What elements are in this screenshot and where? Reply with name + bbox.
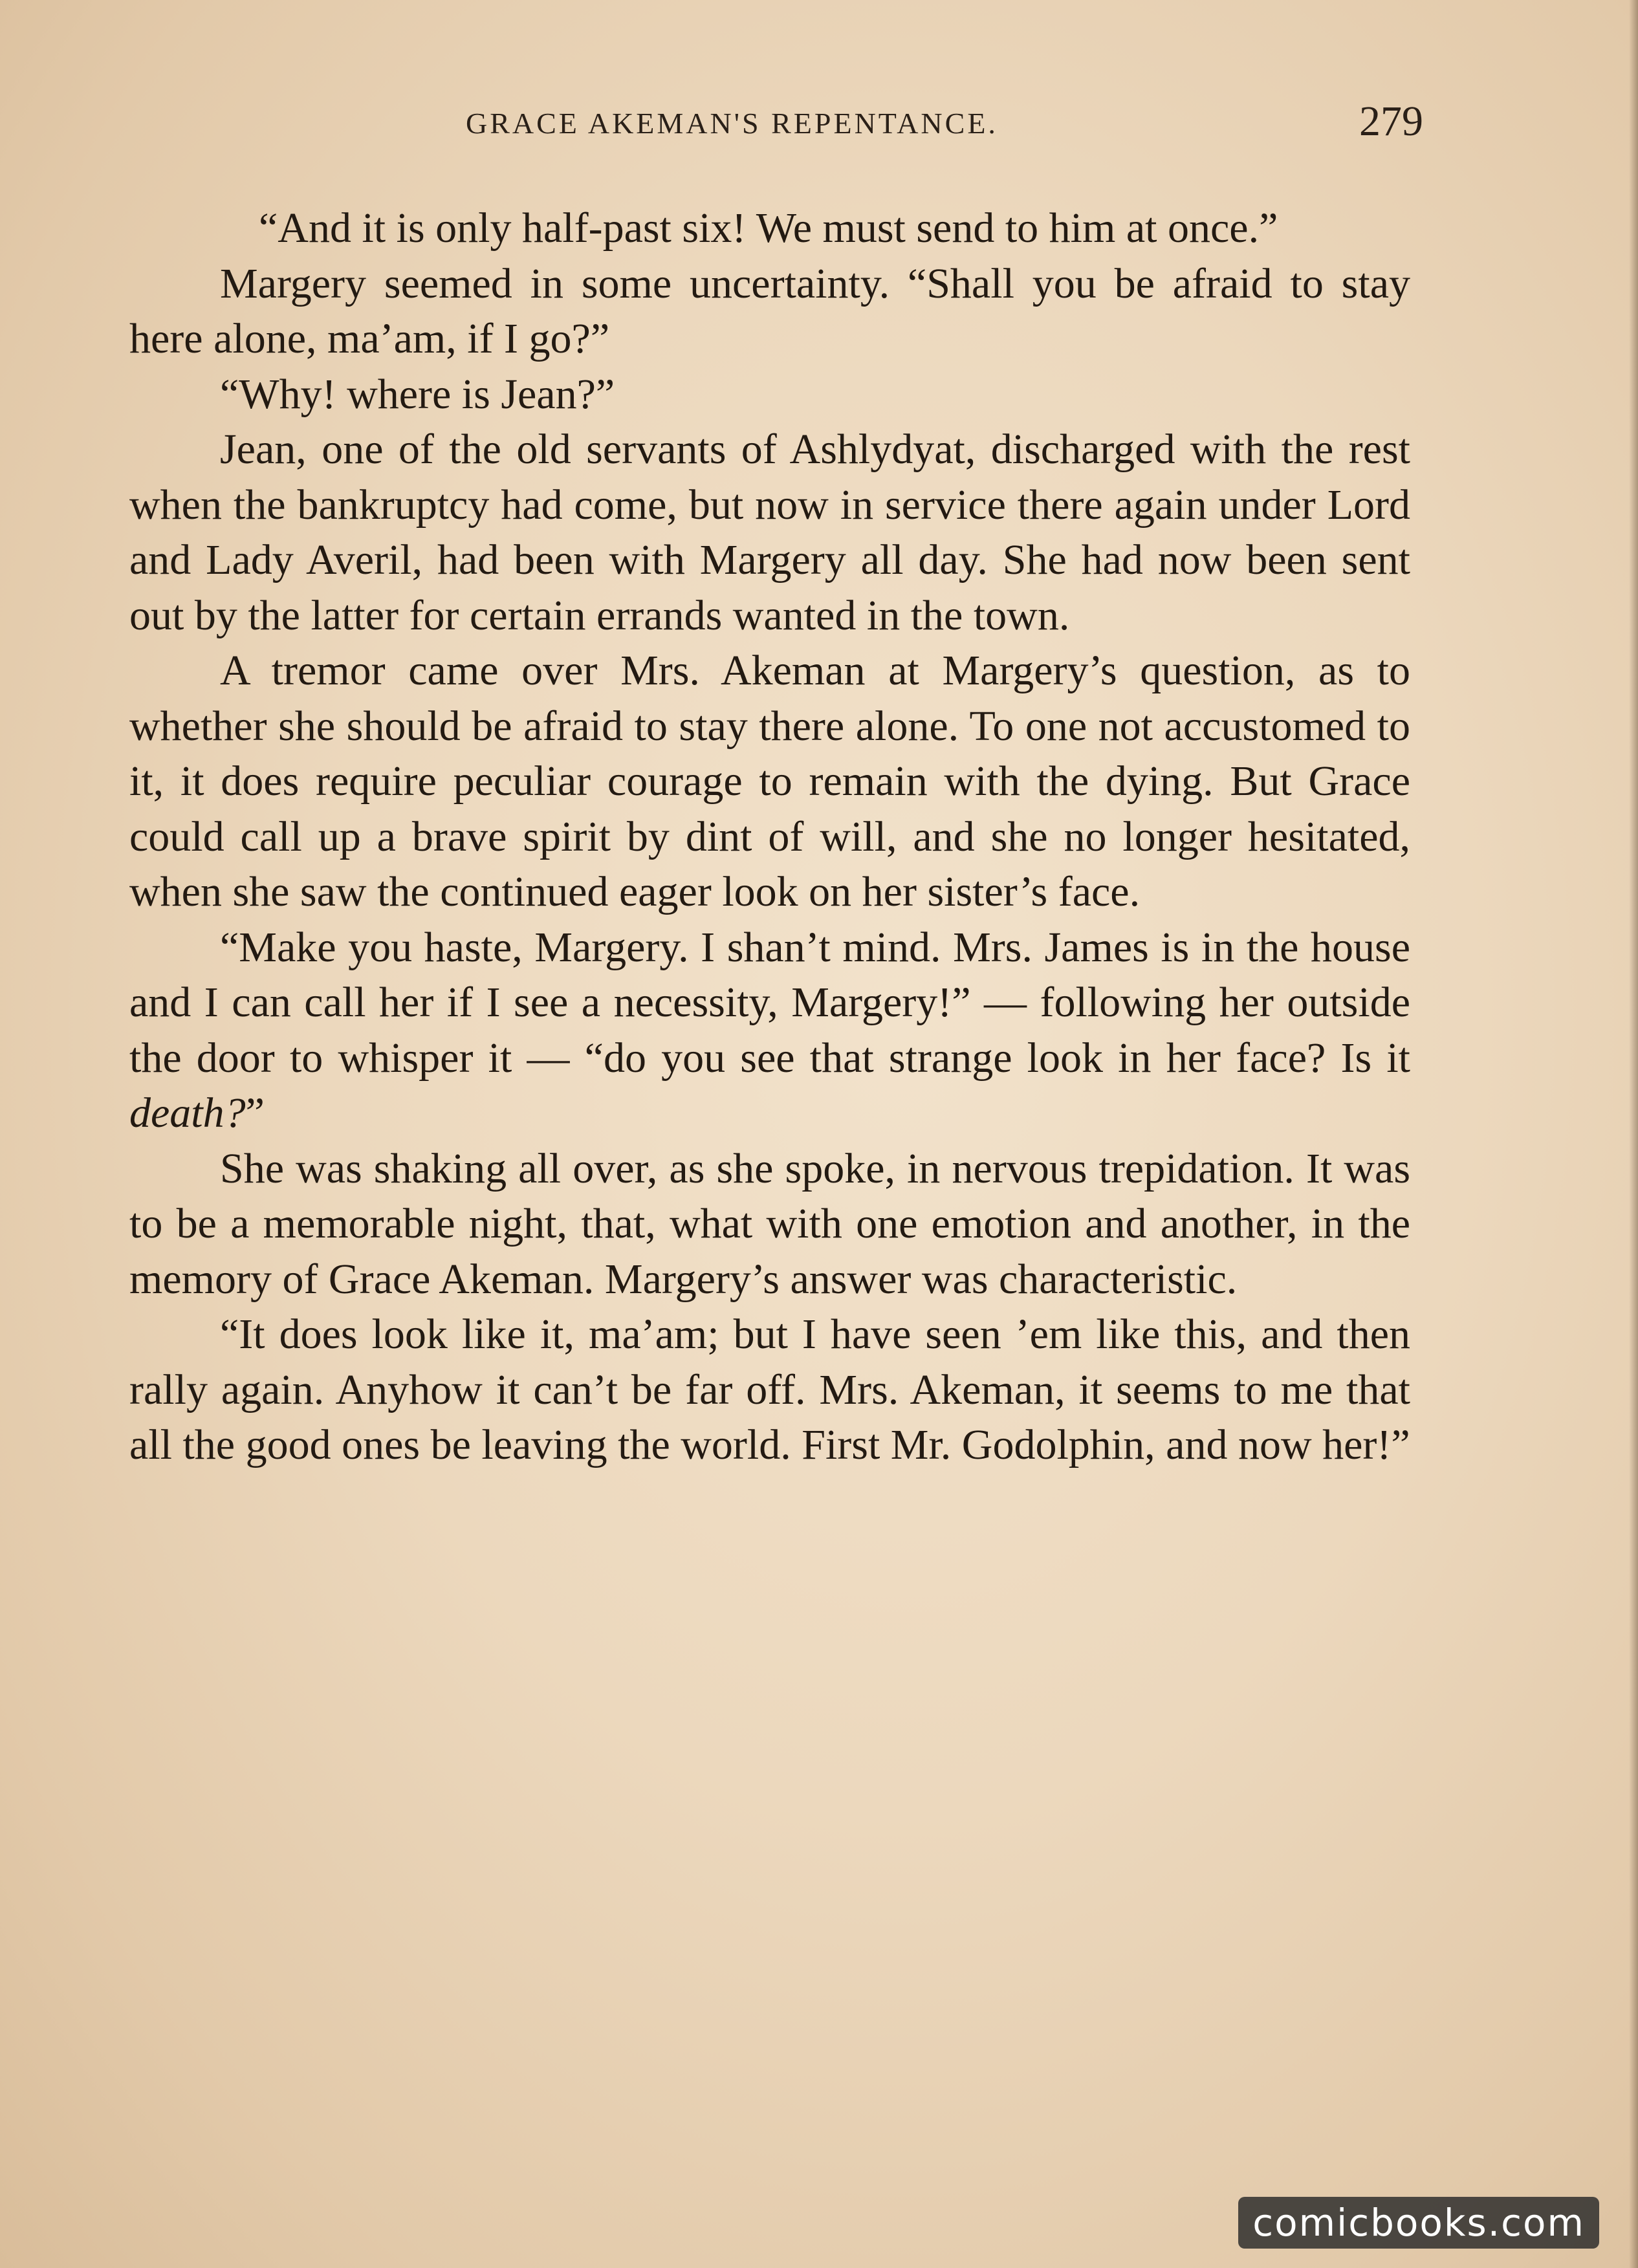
paragraph: She was shaking all over, as she spoke, in nervous trepidation. It was to be a memorable night, that, what with one emotion and another, in the memory of Grace Akeman. Margery’s answer was characteristic. — [129, 1144, 1410, 1303]
paragraph: A tremor came over Mrs. Akeman at Margery’s question, as to whether she should be afraid to stay there alone. To one not accustomed to it, it does require peculiar courage to remain with the dying. But Grace could call up a brave spirit by dint of will, and she no longer hesitated, when she saw the continued eager look on her sister’s face. — [129, 647, 1410, 915]
paragraph: “And it is only half-past six! We must send to him at once.” — [259, 204, 1278, 252]
page-header — [466, 97, 1423, 149]
body-text — [129, 201, 1410, 1473]
italic-emphasis: death? — [129, 1089, 246, 1137]
paragraph: Margery seemed in some uncertainty. “Shall you be afraid to stay here alone, ma’am, if I go?” — [129, 259, 1410, 362]
paragraph: “Why! where is Jean?” — [220, 370, 615, 418]
paragraph-text: “Make you haste, Margery. I shan’t mind. Mrs. James is in the house and I can call her if I see a necessity, Margery!” — following her outside the door to whisper it — “do you see that strange look in her face? Is it — [129, 923, 1410, 1082]
closing-quote: ” — [245, 1089, 265, 1137]
running-head: GRACE AKEMAN'S REPENTANCE. — [466, 107, 998, 140]
paragraph — [129, 920, 1410, 1141]
paragraph: “It does look like it, ma’am; but I have seen ’em like this, and then rally again. Anyhow it can’t be far off. Mrs. Akeman, it seems to me that all the good ones be leaving the world. First Mr. Godolphin, and now her!” — [129, 1311, 1410, 1468]
page-number: 279 — [1359, 98, 1423, 145]
paragraph: Jean, one of the old servants of Ashlydyat, discharged with the rest when the bankruptcy had come, but now in service there again under Lord and Lady Averil, had been with Margery all day. She had now been sent out by the latter for certain errands wanted in the town. — [129, 426, 1410, 639]
watermark: comicbooks.com — [1238, 2197, 1599, 2249]
